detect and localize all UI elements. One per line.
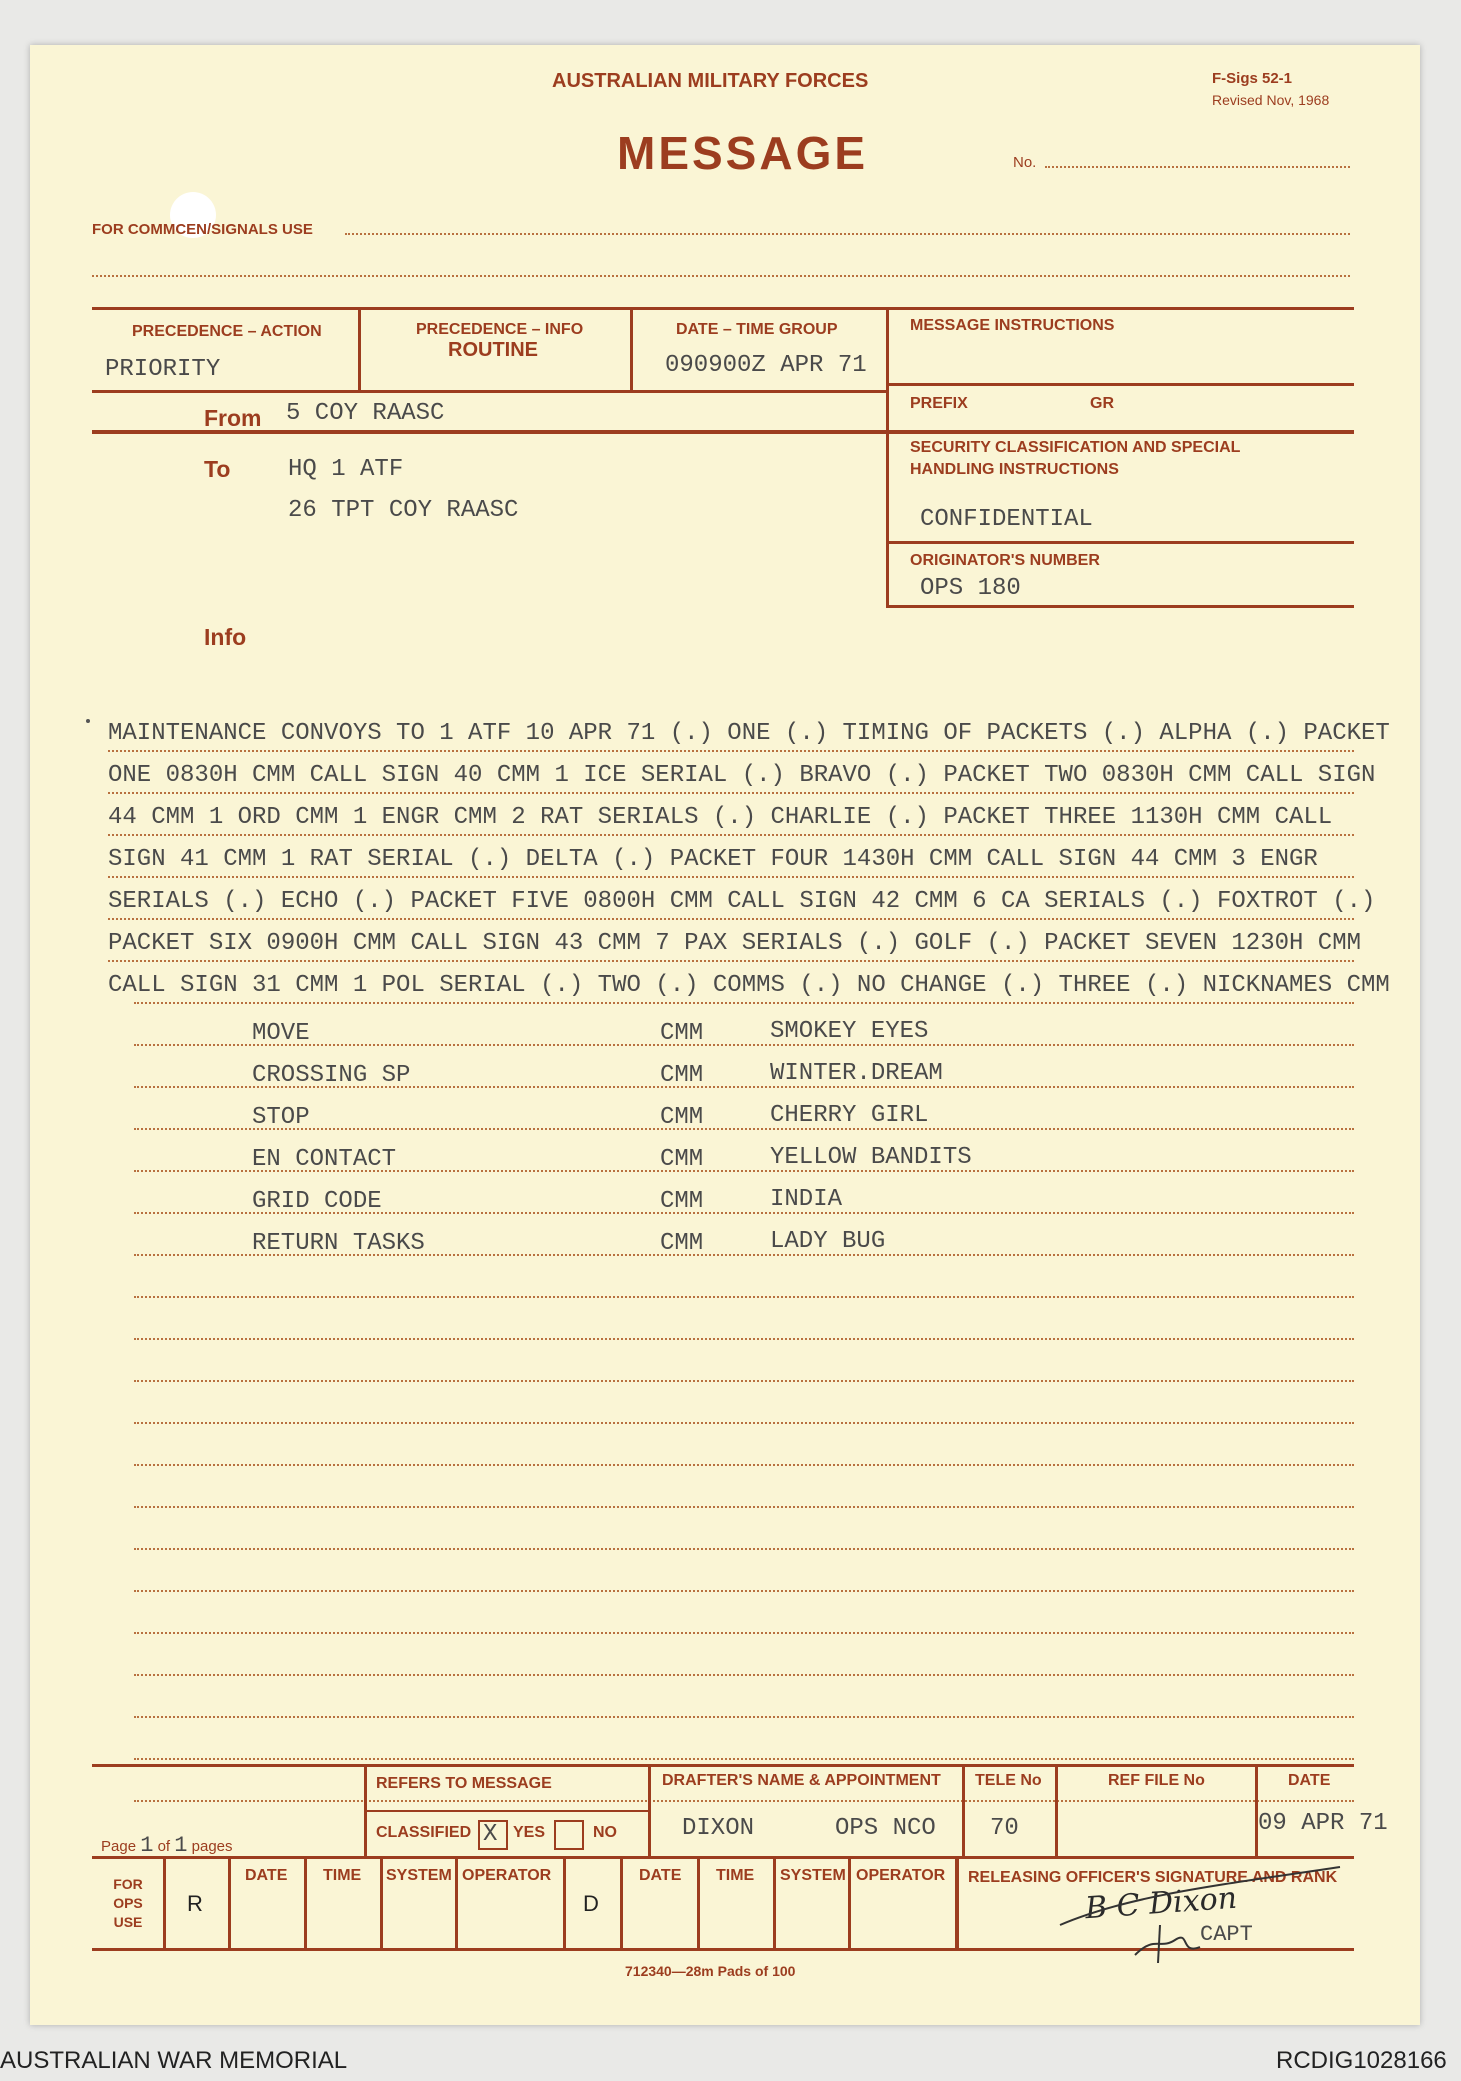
page-total: 1 [174,1833,188,1858]
nickname-term: RETURN TASKS [252,1230,425,1257]
dtg-label: DATE – TIME GROUP [676,321,838,338]
body-rule [134,1170,1354,1172]
classified-label: CLASSIFIED [376,1824,472,1841]
message-no-rule [1045,166,1350,168]
to-label: To [204,456,231,482]
security-value: CONFIDENTIAL [920,506,1093,533]
ops-col-6 [563,1859,566,1948]
info-label: Info [204,624,247,650]
col-system-header: SYSTEM [386,1867,452,1884]
nickname-name: LADY BUG [770,1228,886,1255]
drafter-left-border [648,1767,651,1856]
nickname-term: CROSSING SP [252,1062,411,1089]
classified-no-checkbox[interactable] [554,1820,584,1850]
body-rule [108,876,1354,878]
originator-value: OPS 180 [920,575,1021,602]
to-line-1: HQ 1 ATF [288,456,404,483]
body-rule [134,1380,1354,1382]
ops-use-label: FOR OPS USE [113,1876,143,1930]
nickname-sep: CMM [660,1188,704,1215]
body-rule [134,1422,1354,1424]
body-line-4: SIGN 41 CMM 1 RAT SERIAL (.) DELTA (.) PACKET FOUR 1430H CMM CALL SIGN 44 CMM 3 ENGR [108,846,1318,873]
body-rule [134,1548,1354,1550]
caption-right: RCDIG1028166 [1276,2047,1447,2074]
precedence-divider-2 [630,310,633,390]
body-rule [134,1044,1354,1046]
dtg-value: 090900Z APR 71 [665,352,867,379]
ops-col-10 [848,1859,851,1948]
no-label: NO [593,1824,617,1841]
comcen-rule-1 [345,233,1350,235]
nickname-name: CHERRY GIRL [770,1102,929,1129]
body-rule [134,1800,1354,1802]
refers-divider [364,1810,648,1812]
body-rule [134,1296,1354,1298]
classified-yes-checkbox[interactable] [478,1820,508,1850]
body-rule [134,1002,1354,1004]
releasing-label: RELEASING OFFICER'S SIGNATURE AND RANK [968,1869,1338,1886]
officer-signature: B C Dixon [1083,1880,1239,1927]
body-rule [134,1716,1354,1718]
page-prefix: Page [101,1838,137,1855]
precedence-divider-1 [358,310,361,390]
body-bullet [86,719,90,723]
originator-bottom-border [886,605,1354,608]
ops-col-8 [697,1859,700,1948]
originator-label: ORIGINATOR'S NUMBER [910,552,1100,569]
nickname-sep: CMM [660,1062,704,1089]
from-value: 5 COY RAASC [286,400,445,427]
ops-col-7 [620,1859,623,1948]
body-rule [134,1506,1354,1508]
body-line-7: CALL SIGN 31 CMM 1 POL SERIAL (.) TWO (.) COMMS (.) NO CHANGE (.) THREE (.) NICKNAMES CMM [108,972,1390,999]
signature-strokes [1040,1855,1360,1965]
ops-col-3 [304,1859,307,1948]
body-rule [134,1674,1354,1676]
from-bottom-border [92,430,1354,434]
org-heading: AUSTRALIAN MILITARY FORCES [552,70,869,92]
col-time-header: TIME [716,1867,755,1884]
nickname-term: GRID CODE [252,1188,382,1215]
body-rule [134,1128,1354,1130]
body-rule [108,960,1354,962]
date-label: DATE [1288,1772,1331,1789]
comcen-label: FOR COMMCEN/SIGNALS USE [92,221,313,238]
precedence-action-label: PRECEDENCE – ACTION [132,323,322,340]
body-rule [108,792,1354,794]
precedence-top-border [92,307,1354,310]
body-line-3: 44 CMM 1 ORD CMM 1 ENGR CMM 2 RAT SERIALS (.) CHARLIE (.) PACKET THREE 1130H CMM CALL [108,804,1333,831]
tele-label: TELE No [975,1772,1042,1789]
body-rule [134,1464,1354,1466]
body-rule [134,1632,1354,1634]
col-system-header: SYSTEM [780,1867,846,1884]
from-label: From [204,405,262,431]
col-date-header: DATE [639,1867,682,1884]
precedence-info-label: PRECEDENCE – INFO [416,321,584,338]
gr-label: GR [1090,395,1114,412]
col-operator-header: OPERATOR [856,1867,946,1884]
col-time-header: TIME [323,1867,362,1884]
body-rule [134,1086,1354,1088]
ref-file-left-border [1055,1767,1058,1856]
ops-col-9 [773,1859,776,1948]
body-line-6: PACKET SIX 0900H CMM CALL SIGN 43 CMM 7 PAX SERIALS (.) GOLF (.) PACKET SEVEN 1230H CMM [108,930,1362,957]
originator-top-border [886,541,1354,544]
drafter-label: DRAFTER'S NAME & APPOINTMENT [662,1772,941,1789]
tele-left-border [962,1767,965,1856]
tele-value: 70 [990,1815,1019,1842]
prefix-top-border [886,383,1354,386]
nickname-term: STOP [252,1104,310,1131]
caption-left: AUSTRALIAN WAR MEMORIAL [0,2047,348,2074]
ops-col-5 [455,1859,458,1948]
nickname-sep: CMM [660,1020,704,1047]
drafter-appointment: OPS NCO [835,1815,936,1842]
ref-file-label: REF FILE No [1108,1772,1205,1789]
body-rule [134,1254,1354,1256]
body-rule [134,1758,1354,1760]
body-line-5: SERIALS (.) ECHO (.) PACKET FIVE 0800H CMM CALL SIGN 42 CMM 6 CA SERIALS (.) FOXTROT (.) [108,888,1376,915]
nickname-sep: CMM [660,1230,704,1257]
releasing-left-border [955,1859,959,1948]
d-label: D [583,1891,599,1916]
drafter-name: DIXON [682,1815,755,1842]
officer-rank: CAPT [1200,1922,1253,1947]
col-operator-header: OPERATOR [462,1867,552,1884]
yes-label: YES [513,1824,546,1841]
nickname-name: WINTER.DREAM [770,1060,943,1087]
page-of: of [157,1838,171,1855]
nickname-name: YELLOW BANDITS [770,1144,972,1171]
page-number: 1 [140,1833,154,1858]
yes-check-mark: X [483,1821,498,1848]
refers-label: REFERS TO MESSAGE [376,1775,552,1792]
security-label-2: HANDLING INSTRUCTIONS [910,461,1119,478]
body-rule [134,1212,1354,1214]
ops-col-1 [163,1859,166,1948]
nickname-name: SMOKEY EYES [770,1018,929,1045]
form-title: MESSAGE [617,127,869,179]
body-line-1: MAINTENANCE CONVOYS TO 1 ATF 10 APR 71 (.) ONE (.) TIMING OF PACKETS (.) ALPHA (.) PACKET [108,720,1390,747]
instructions-left-border [886,310,889,608]
nickname-term: EN CONTACT [252,1146,397,1173]
page-count [101,1833,233,1858]
date-value: 09 APR 71 [1258,1810,1388,1837]
ops-col-2 [228,1859,231,1948]
security-label-1: SECURITY CLASSIFICATION AND SPECIAL [910,439,1241,456]
precedence-action-value: PRIORITY [105,356,221,383]
footer-top-border [92,1764,1354,1767]
ops-col-4 [380,1859,383,1948]
body-rule [134,1338,1354,1340]
form-code: F-Sigs 52-1 [1212,70,1293,87]
body-rule [108,918,1354,920]
nickname-sep: CMM [660,1146,704,1173]
message-no-label: No. [1013,154,1037,171]
precedence-info-value: ROUTINE [448,339,538,361]
body-rule [134,1590,1354,1592]
nickname-term: MOVE [252,1020,310,1047]
to-line-2: 26 TPT COY RAASC [288,497,519,524]
message-form-sheet [30,45,1420,2025]
body-line-2: ONE 0830H CMM CALL SIGN 40 CMM 1 ICE SERIAL (.) BRAVO (.) PACKET TWO 0830H CMM CALL SIGN [108,762,1376,789]
nickname-sep: CMM [660,1104,704,1131]
col-date-header: DATE [245,1867,288,1884]
message-instructions-label: MESSAGE INSTRUCTIONS [910,317,1115,334]
revised-date: Revised Nov, 1968 [1212,92,1330,108]
comcen-rule-2 [92,275,1350,277]
print-code: 712340—28m Pads of 100 [625,1963,796,1979]
r-label: R [187,1891,203,1916]
precedence-bottom-border [92,390,887,393]
prefix-label: PREFIX [910,395,968,412]
body-rule [108,834,1354,836]
pages-suffix: pages [191,1838,233,1855]
nickname-name: INDIA [770,1186,843,1213]
body-rule [108,750,1354,752]
